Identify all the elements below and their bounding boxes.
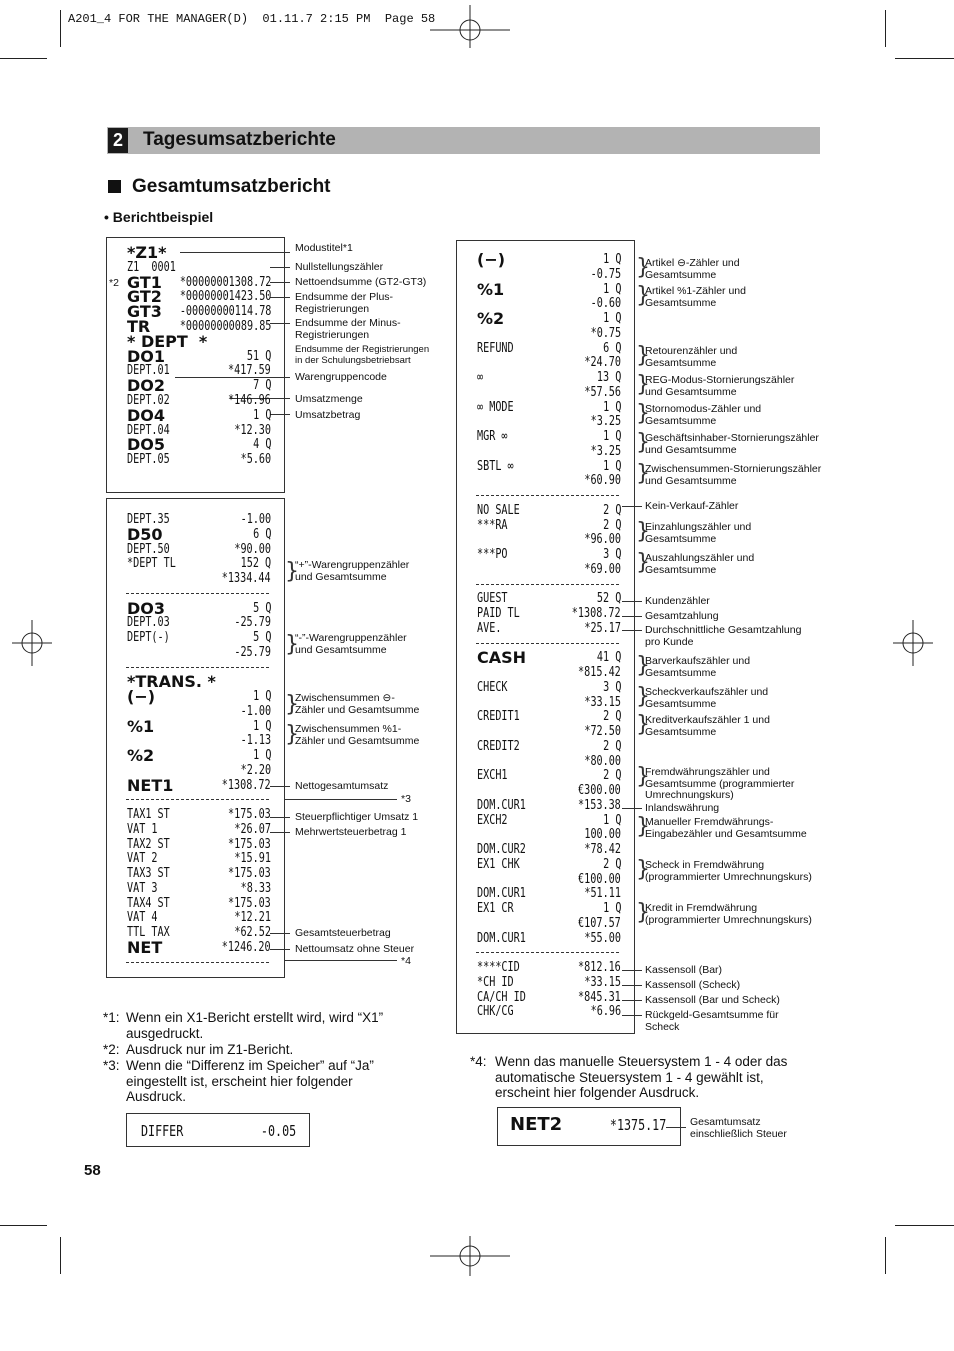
receipt-3-annotation: Kassensoll (Bar) xyxy=(645,964,723,976)
receipt-label: DO2 xyxy=(127,376,166,396)
receipt-value: 1 Q xyxy=(602,901,621,916)
annotation-nettogesamt: Nettogesamtumsatz xyxy=(295,780,389,792)
receipt-value: *8.33 xyxy=(240,880,271,896)
receipt-label: DEPT.02 xyxy=(127,393,170,408)
receipt-label: DEPT.05 xyxy=(127,452,170,468)
receipt-value: *2.20 xyxy=(240,762,271,778)
receipt-value: *51.11 xyxy=(584,886,621,902)
receipt-label: D50 xyxy=(127,524,163,544)
receipt-value: *25.17 xyxy=(584,620,621,636)
receipt-value: 1 Q xyxy=(252,718,271,734)
receipt-label: VAT 2 xyxy=(127,851,158,867)
receipt-label: DEPT.04 xyxy=(127,422,170,438)
receipt-label: CHECK xyxy=(477,679,508,695)
receipt-value: *00000000089.85 xyxy=(179,319,271,334)
receipt-label: PAID TL xyxy=(477,606,520,621)
annotation-wgcode: Warengruppencode xyxy=(295,371,387,383)
receipt-value: -0.75 xyxy=(590,266,621,282)
annotation-umsatzmenge: Umsatzmenge xyxy=(295,393,363,405)
receipt-value: €100.00 xyxy=(578,871,621,887)
receipt-value: 6 Q xyxy=(602,340,621,356)
receipt-label: CASH xyxy=(477,648,527,668)
receipt-3-annotation: Retourenzähler und Gesamtsumme xyxy=(645,345,738,369)
receipt-label: Z1 0001 xyxy=(127,259,176,275)
receipt-value: -25.79 xyxy=(234,615,271,631)
receipt-value: 1 Q xyxy=(602,429,621,444)
receipt-value: -00000000114.78 xyxy=(179,304,271,320)
receipt-value: 5 Q xyxy=(252,600,271,616)
receipt-value: *1334.44 xyxy=(222,571,271,586)
net2-note: Gesamtumsatz einschließlich Steuer xyxy=(690,1116,787,1140)
receipt-value: 41 Q xyxy=(596,650,621,666)
leader-line xyxy=(622,970,642,971)
receipt-label: EXCH2 xyxy=(477,812,508,828)
receipt-value: *815.42 xyxy=(578,665,621,680)
receipt-label: (−) xyxy=(127,687,156,706)
receipt-separator xyxy=(126,667,269,668)
receipt-value: 1 Q xyxy=(602,812,621,828)
receipt-3-annotation: Kreditverkaufszähler 1 und Gesamtsumme xyxy=(645,714,770,738)
leader-line xyxy=(285,799,397,800)
receipt-label: EX1 CR xyxy=(477,901,514,916)
differ-value: -0.05 xyxy=(260,1122,296,1140)
brace-icon: } xyxy=(636,684,650,709)
receipt-label: CA/CH ID xyxy=(477,989,526,1005)
receipt-3-annotation: Einzahlungszähler und Gesamtsumme xyxy=(645,521,752,545)
brace-icon: } xyxy=(636,653,650,678)
leader-line xyxy=(285,960,397,961)
receipt-label: NO SALE xyxy=(477,502,520,518)
receipt-value: *78.42 xyxy=(584,842,621,857)
leader-line xyxy=(622,1015,642,1016)
receipt-value: 100.00 xyxy=(584,827,621,843)
receipt-3-annotation: Auszahlungszähler und Gesamtsumme xyxy=(645,552,755,576)
receipt-label: ∞ xyxy=(477,370,484,385)
annotation-plus: Endsumme der Plus- Registrierungen xyxy=(295,291,394,315)
receipt-label: MGR ∞ xyxy=(477,429,508,444)
brace-icon: } xyxy=(636,764,650,789)
leader-line xyxy=(270,297,290,298)
receipt-label: *CH ID xyxy=(477,974,514,990)
receipt-value: *33.15 xyxy=(584,974,621,990)
receipt-value: 1 Q xyxy=(602,281,621,297)
receipt-3-annotation: Inlandswährung xyxy=(645,802,720,814)
receipt-value: -0.60 xyxy=(590,296,621,312)
net2-label: NET2 xyxy=(510,1114,563,1135)
brace-icon: } xyxy=(285,632,299,657)
receipt-value: *417.59 xyxy=(228,363,271,379)
receipt-value: *175.03 xyxy=(228,807,271,822)
leader-line xyxy=(270,414,290,415)
receipt-3-annotation: Kassensoll (Scheck) xyxy=(645,979,741,991)
receipt-3-annotation: Kassensoll (Bar und Scheck) xyxy=(645,994,780,1006)
receipt-3-annotation: Kredit in Fremdwährung (programmierter Umrechnungskurs) xyxy=(645,902,812,926)
annotation-mwst: Mehrwertsteuerbetrag 1 xyxy=(295,826,407,838)
leader-line xyxy=(270,949,290,950)
receipt-value: *96.00 xyxy=(584,532,621,548)
footnote-ref-4: *4 xyxy=(401,955,411,967)
receipt-value: 7 Q xyxy=(252,378,271,394)
receipt-value: -1.13 xyxy=(240,733,271,749)
receipt-value: *1246.20 xyxy=(222,939,271,955)
receipt-label: DOM.CUR1 xyxy=(477,886,526,902)
receipt-separator xyxy=(476,495,619,496)
receipt-3-annotation: Fremdwährungszähler und Gesamtsumme (programmierter Umrechnungskurs) xyxy=(645,766,795,801)
receipt-value: *845.31 xyxy=(578,989,621,1005)
receipt-label: CREDIT2 xyxy=(477,738,520,754)
receipt-value: 1 Q xyxy=(252,407,271,423)
receipt-3-annotation: Kein-Verkauf-Zähler xyxy=(645,500,739,512)
annotation-nullstellung: Nullstellungszähler xyxy=(295,261,384,273)
receipt-3-annotation: Stornomodus-Zähler und Gesamtsumme xyxy=(645,403,762,427)
receipt-value: *812.16 xyxy=(578,960,621,975)
receipt-label: DO1 xyxy=(127,346,166,366)
receipt-3-annotation: Kundenzähler xyxy=(645,595,710,607)
annotation-nettoohne: Nettoumsatz ohne Steuer xyxy=(295,943,415,955)
receipt-value: *80.00 xyxy=(584,753,621,769)
receipt-value: 2 Q xyxy=(602,856,621,872)
receipt-value: *1308.72 xyxy=(572,606,621,621)
receipt-value: *175.03 xyxy=(228,836,271,852)
receipt-3-annotation: Artikel ⊖-Zähler und Gesamtsumme xyxy=(645,257,740,281)
receipt-value: 1 Q xyxy=(602,399,621,415)
receipt-value: 1 Q xyxy=(602,311,621,326)
receipt-value: 5 Q xyxy=(252,630,271,645)
receipt-value: 1 Q xyxy=(252,748,271,763)
receipt-value: *57.56 xyxy=(584,384,621,400)
annotation-gesst: Gesamtsteuerbetrag xyxy=(295,927,391,939)
footnote-3: Wenn die “Differenz im Speicher” auf “Ja” eingestellt ist, erscheint hier folgender Ausdruck. xyxy=(126,1058,374,1104)
net2-value: *1375.17 xyxy=(609,1116,666,1134)
receipt-value: *72.50 xyxy=(584,724,621,739)
receipt-label: ***PO xyxy=(477,547,508,562)
leader-line xyxy=(622,985,642,986)
receipt-label: DOM.CUR1 xyxy=(477,797,526,813)
receipt-separator xyxy=(476,643,619,644)
receipt-label: DEPT.01 xyxy=(127,363,170,379)
receipt-value: 2 Q xyxy=(602,768,621,784)
receipt-value: *146.96 xyxy=(228,393,271,408)
brace-icon: } xyxy=(636,814,650,839)
receipt-value: *00000001423.50 xyxy=(179,289,271,305)
footnote-2-mark: *2: xyxy=(103,1042,120,1057)
receipt-label: TAX4 ST xyxy=(127,895,170,911)
receipt-value: 1 Q xyxy=(602,458,621,474)
receipt-label: *DEPT TL xyxy=(127,556,176,572)
annotation-plusdept: “+”-Warengruppenzähler und Gesamtsumme xyxy=(295,559,410,583)
receipt-value: *3.25 xyxy=(590,414,621,430)
receipt-label: GUEST xyxy=(477,591,508,607)
footnote-3-mark: *3: xyxy=(103,1058,120,1073)
receipt-label: VAT 3 xyxy=(127,880,158,896)
receipt-3-annotation: REG-Modus-Stornierungszähler und Gesamtsumme xyxy=(645,374,795,398)
receipt-label: AVE. xyxy=(477,620,502,636)
leader-line xyxy=(270,832,290,833)
receipt-value: *00000001308.72 xyxy=(179,274,271,290)
receipt-label: SBTL ∞ xyxy=(477,458,514,474)
receipt-label: * DEPT * xyxy=(127,331,208,351)
receipt-value: *153.38 xyxy=(578,797,621,813)
annotation-netto-gt: Nettoendsumme (GT2-GT3) xyxy=(295,276,427,288)
receipt-value: *55.00 xyxy=(584,930,621,946)
brace-icon: } xyxy=(285,692,299,717)
leader-line xyxy=(270,323,290,324)
receipt-separator xyxy=(476,952,619,953)
leader-line xyxy=(622,1000,642,1001)
receipt-3-annotation: Scheck in Fremdwährung (programmierter Umrechnungskurs) xyxy=(645,859,812,883)
receipt-value: *62.52 xyxy=(234,925,271,940)
footnote-1: Wenn ein X1-Bericht erstellt wird, wird “X1” ausgedruckt. xyxy=(126,1010,384,1041)
subsection-title: Gesamtumsatzbericht xyxy=(132,176,331,197)
annotation-schulung: Endsumme der Registrierungen in der Schulungsbetriebsart xyxy=(295,344,430,366)
section-title: Tagesumsatzberichte xyxy=(143,129,336,150)
brace-icon: } xyxy=(636,255,650,280)
footnote-2: Ausdruck nur im Z1-Bericht. xyxy=(126,1042,294,1057)
receipt-label: %2 xyxy=(477,309,505,328)
differ-label: DIFFER xyxy=(141,1122,184,1140)
brace-icon: } xyxy=(285,559,299,584)
brace-icon: } xyxy=(636,712,650,737)
leader-line xyxy=(622,506,642,507)
brace-icon: } xyxy=(636,343,650,368)
receipt-label: CREDIT1 xyxy=(477,709,520,725)
receipt-separator xyxy=(126,799,269,800)
brace-icon: } xyxy=(636,372,650,397)
footnote-4-mark: *4: xyxy=(470,1054,487,1069)
receipt-value: *3.25 xyxy=(590,443,621,459)
leader-line xyxy=(666,1127,686,1128)
receipt-value: *24.70 xyxy=(584,355,621,371)
receipt-value: 6 Q xyxy=(252,526,271,542)
receipt-label: DO4 xyxy=(127,405,166,425)
receipt-label: GT3 xyxy=(127,302,162,322)
leader-line xyxy=(270,817,290,818)
receipt-value: 51 Q xyxy=(246,348,271,364)
receipt-label: DOM.CUR2 xyxy=(477,842,526,857)
receipt-value: 152 Q xyxy=(240,556,271,572)
print-header: A201_4 FOR THE MANAGER(D) 01.11.7 2:15 PM Page 58 xyxy=(68,12,436,26)
receipt-value: 52 Q xyxy=(596,591,621,607)
receipt-value: *1308.72 xyxy=(222,777,271,793)
receipt-label: %1 xyxy=(127,716,155,736)
leader-line xyxy=(270,282,290,283)
leader-line xyxy=(180,252,290,253)
receipt-value: *5.60 xyxy=(240,452,271,468)
brace-icon: } xyxy=(636,283,650,308)
leader-line xyxy=(622,601,642,602)
receipt-value: 2 Q xyxy=(602,709,621,725)
receipt-label: GT2 xyxy=(127,287,162,307)
receipt-label: TR xyxy=(127,317,151,336)
receipt-value: -1.00 xyxy=(240,703,271,719)
brace-icon: } xyxy=(636,430,650,455)
receipt-3-annotation: Manueller Fremdwährungs- Eingabezähler und Gesamtsumme xyxy=(645,816,807,840)
receipt-label: EXCH1 xyxy=(477,768,508,784)
leader-line xyxy=(270,786,290,787)
receipt-value: 4 Q xyxy=(252,437,271,453)
receipt-value: *12.30 xyxy=(234,422,271,438)
footnote-ref-2: *2 xyxy=(109,277,119,289)
leader-line xyxy=(270,267,290,268)
receipt-label: DOM.CUR1 xyxy=(477,930,526,946)
receipt-label: DEPT.50 xyxy=(127,541,170,557)
receipt-value: *33.15 xyxy=(584,694,621,710)
receipt-label: ***RA xyxy=(477,517,508,533)
receipt-value: *69.00 xyxy=(584,561,621,577)
receipt-label: NET xyxy=(127,937,163,957)
receipt-label: TAX2 ST xyxy=(127,836,170,852)
receipt-label: ****CID xyxy=(477,960,520,975)
receipt-value: 1 Q xyxy=(252,689,271,704)
receipt-label: ∞ MODE xyxy=(477,399,514,415)
receipt-separator xyxy=(126,962,269,963)
receipt-3-annotation: Barverkaufszähler und Gesamtsumme xyxy=(645,655,751,679)
page-number: 58 xyxy=(84,1162,101,1179)
receipt-label: NET1 xyxy=(127,775,174,795)
receipt-3-annotation: Artikel %1-Zähler und Gesamtsumme xyxy=(645,285,746,309)
receipt-label: DEPT(-) xyxy=(127,630,170,645)
receipt-label: *TRANS. * xyxy=(127,672,216,692)
receipt-value: 3 Q xyxy=(602,547,621,562)
brace-icon: } xyxy=(636,461,650,486)
section-number: 2 xyxy=(108,128,128,153)
receipt-value: 1 Q xyxy=(602,252,621,267)
receipt-label: DO5 xyxy=(127,435,166,455)
leader-line xyxy=(622,808,642,809)
annotation-umsatzbetrag: Umsatzbetrag xyxy=(295,409,361,421)
leader-line xyxy=(270,933,290,934)
receipt-value: *26.07 xyxy=(234,821,271,837)
annotation-zw-pct1: Zwischensummen %1- Zähler und Gesamtsumme xyxy=(295,723,420,747)
receipt-value: 2 Q xyxy=(602,517,621,533)
receipt-label: %2 xyxy=(127,746,155,765)
brace-icon: } xyxy=(636,857,650,882)
annotation-zw-minus: Zwischensummen ⊖- Zähler und Gesamtsumme xyxy=(295,692,420,716)
annotation-minusdept: “-”-Warengruppenzähler und Gesamtsumme xyxy=(295,632,407,656)
receipt-value: €300.00 xyxy=(578,783,621,798)
receipt-label: DEPT.35 xyxy=(127,512,170,527)
receipt-3-annotation: Scheckverkaufszähler und Gesamtsumme xyxy=(645,686,769,710)
receipt-separator xyxy=(126,593,269,594)
leader-line xyxy=(622,630,642,631)
receipt-label: %1 xyxy=(477,279,505,299)
brace-icon: } xyxy=(636,900,650,925)
receipt-value: -25.79 xyxy=(234,644,271,660)
receipt-value: *175.03 xyxy=(228,895,271,911)
footnote-4: Wenn das manuelle Steuersystem 1 - 4 oder das automatische Steuersystem 1 - 4 gewählt ist, erscheint hier folgender Ausdruck. xyxy=(495,1054,788,1100)
brace-icon: } xyxy=(636,519,650,544)
brace-icon: } xyxy=(285,722,299,747)
receipt-value: *12.21 xyxy=(234,910,271,926)
receipt-label: GT1 xyxy=(127,272,162,292)
annotation-modustitel: Modustitel*1 xyxy=(295,242,353,254)
square-bullet-icon xyxy=(108,180,121,193)
receipt-label: CHK/CG xyxy=(477,1004,514,1020)
receipt-label: *Z1* xyxy=(127,243,167,262)
receipt-label: (−) xyxy=(477,250,506,269)
receipt-3-annotation: Durchschnittliche Gesamtzahlung pro Kunde xyxy=(645,624,802,648)
brace-icon: } xyxy=(636,401,650,426)
footnote-1-mark: *1: xyxy=(103,1010,120,1025)
receipt-value: 2 Q xyxy=(602,502,621,518)
receipt-label: DEPT.03 xyxy=(127,615,170,631)
leader-line xyxy=(622,616,642,617)
receipt-value: -1.00 xyxy=(240,512,271,527)
receipt-value: *6.96 xyxy=(590,1004,621,1020)
receipt-value: *90.00 xyxy=(234,541,271,557)
receipt-3-annotation: Zwischensummen-Stornierungszähler und Gesamtsumme xyxy=(645,463,822,487)
annotation-minus: Endsumme der Minus- Registrierungen xyxy=(295,317,401,341)
receipt-value: *175.03 xyxy=(228,866,271,881)
receipt-label: TAX1 ST xyxy=(127,807,170,822)
receipt-3-annotation: Gesamtzahlung xyxy=(645,610,719,622)
brace-icon: } xyxy=(636,550,650,575)
receipt-label: VAT 4 xyxy=(127,910,158,926)
receipt-label: VAT 1 xyxy=(127,821,158,837)
receipt-value: 13 Q xyxy=(596,370,621,385)
receipt-value: €107.57 xyxy=(578,915,621,931)
receipt-value: *15.91 xyxy=(234,851,271,867)
receipt-value: *0.75 xyxy=(590,325,621,341)
receipt-value: *60.90 xyxy=(584,473,621,489)
annotation-steuerpfl: Steuerpflichtiger Umsatz 1 xyxy=(295,811,419,823)
example-label: • Berichtbeispiel xyxy=(104,209,214,225)
receipt-label: TTL TAX xyxy=(127,925,170,940)
receipt-label: REFUND xyxy=(477,340,514,356)
receipt-3-annotation: Rückgeld-Gesamtsumme für Scheck xyxy=(645,1009,779,1033)
receipt-value: 3 Q xyxy=(602,679,621,695)
receipt-label: DO3 xyxy=(127,598,166,618)
receipt-label: TAX3 ST xyxy=(127,866,170,881)
receipt-separator xyxy=(476,584,619,585)
footnote-ref-3: *3 xyxy=(401,793,411,805)
receipt-label: EX1 CHK xyxy=(477,856,520,872)
receipt-value: 2 Q xyxy=(602,738,621,754)
receipt-3-annotation: Geschäftsinhaber-Stornierungszähler und Gesamtsumme xyxy=(645,432,819,456)
